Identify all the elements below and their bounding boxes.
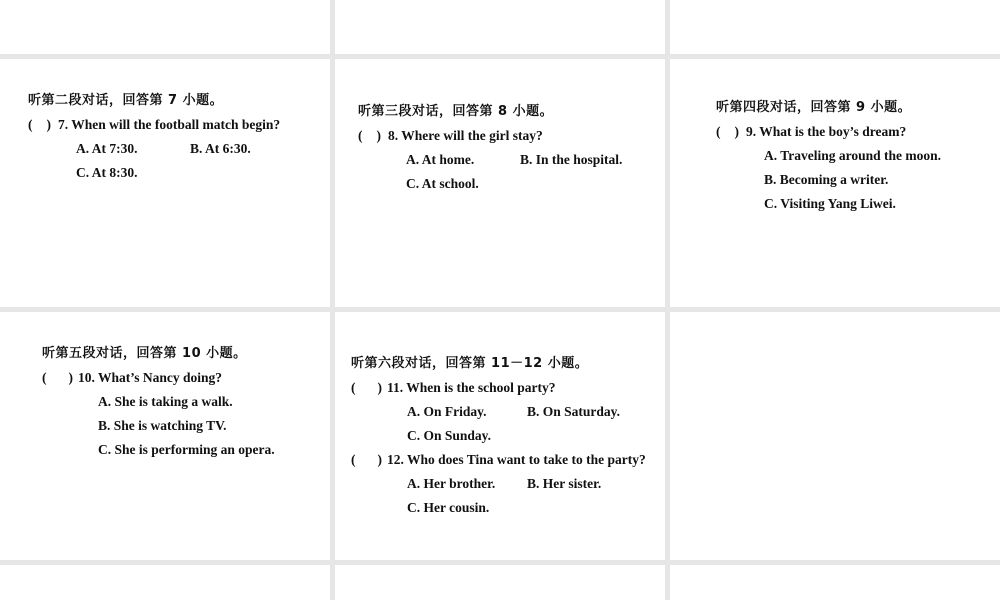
option-b: B. On Saturday. [527, 404, 621, 419]
slide-top-left[interactable] [0, 0, 330, 54]
section-heading: 听第三段对话，回答第 8 小题。 [358, 104, 554, 119]
question-stem: 8. Where will the girl stay? [388, 128, 543, 143]
question-9 [716, 120, 941, 144]
option-b: B. At 6:30. [190, 141, 251, 156]
slide-top-right[interactable] [670, 0, 1000, 54]
option-a: A. At 7:30. [76, 141, 138, 156]
section-heading: 听第二段对话，回答第 7 小题。 [28, 93, 224, 108]
answer-blank[interactable]: ( ) [716, 124, 739, 139]
slide-bottom-middle[interactable] [335, 565, 665, 600]
answer-blank[interactable]: ( ) [351, 380, 382, 395]
option-b: B. In the hospital. [520, 152, 623, 167]
option-c: C. She is performing an opera. [98, 442, 275, 457]
question-stem: 9. What is the boy’s dream? [746, 124, 907, 139]
option-row [42, 438, 275, 462]
option-a: A. Her brother. [407, 476, 496, 491]
question-8 [358, 124, 622, 148]
option-c: C. At school. [406, 176, 479, 191]
option-row [351, 472, 646, 496]
slide-section-4[interactable] [670, 59, 1000, 307]
section-heading: 听第六段对话，回答第 11－12 小题。 [351, 356, 589, 371]
question-7 [28, 113, 280, 137]
section-5 [42, 342, 275, 462]
slide-bottom-left[interactable] [0, 565, 330, 600]
option-row [351, 400, 646, 424]
option-row [358, 148, 622, 172]
option-b: B. Becoming a writer. [764, 172, 889, 187]
question-12 [351, 448, 646, 472]
option-row [42, 390, 275, 414]
question-stem: 12. Who does Tina want to take to the party? [387, 452, 646, 467]
answer-blank[interactable]: ( ) [28, 117, 51, 132]
question-10 [42, 366, 275, 390]
slide-top-middle[interactable] [335, 0, 665, 54]
slide-empty[interactable] [670, 312, 1000, 560]
option-b: B. Her sister. [527, 476, 602, 491]
option-a: A. Traveling around the moon. [764, 148, 942, 163]
option-row [351, 496, 646, 520]
option-row [716, 144, 941, 168]
option-row [358, 172, 622, 196]
section-3 [358, 100, 622, 196]
option-row [716, 168, 941, 192]
slide-section-5[interactable] [0, 312, 330, 560]
section-4 [716, 96, 941, 216]
option-c: C. On Sunday. [407, 428, 492, 443]
answer-blank[interactable]: ( ) [351, 452, 382, 467]
option-a: A. On Friday. [407, 404, 487, 419]
question-stem: 10. What’s Nancy doing? [78, 370, 223, 385]
question-11 [351, 376, 646, 400]
slide-section-3[interactable] [335, 59, 665, 307]
question-stem: 7. When will the football match begin? [58, 117, 281, 132]
option-row [28, 137, 280, 161]
slide-section-2[interactable] [0, 59, 330, 307]
option-b: B. She is watching TV. [98, 418, 227, 433]
option-row [716, 192, 941, 216]
option-c: C. Her cousin. [407, 500, 490, 515]
section-heading: 听第四段对话，回答第 9 小题。 [716, 100, 912, 115]
section-heading: 听第五段对话，回答第 10 小题。 [42, 346, 247, 361]
answer-blank[interactable]: ( ) [42, 370, 73, 385]
option-a: A. She is taking a walk. [98, 394, 233, 409]
option-c: C. At 8:30. [76, 165, 138, 180]
slide-bottom-right[interactable] [670, 565, 1000, 600]
option-row [42, 414, 275, 438]
option-row [28, 161, 280, 185]
option-c: C. Visiting Yang Liwei. [764, 196, 896, 211]
question-stem: 11. When is the school party? [387, 380, 556, 395]
option-row [351, 424, 646, 448]
section-6 [351, 352, 646, 520]
slide-section-6[interactable] [335, 312, 665, 560]
section-2 [28, 89, 280, 185]
option-a: A. At home. [406, 152, 475, 167]
answer-blank[interactable]: ( ) [358, 128, 381, 143]
